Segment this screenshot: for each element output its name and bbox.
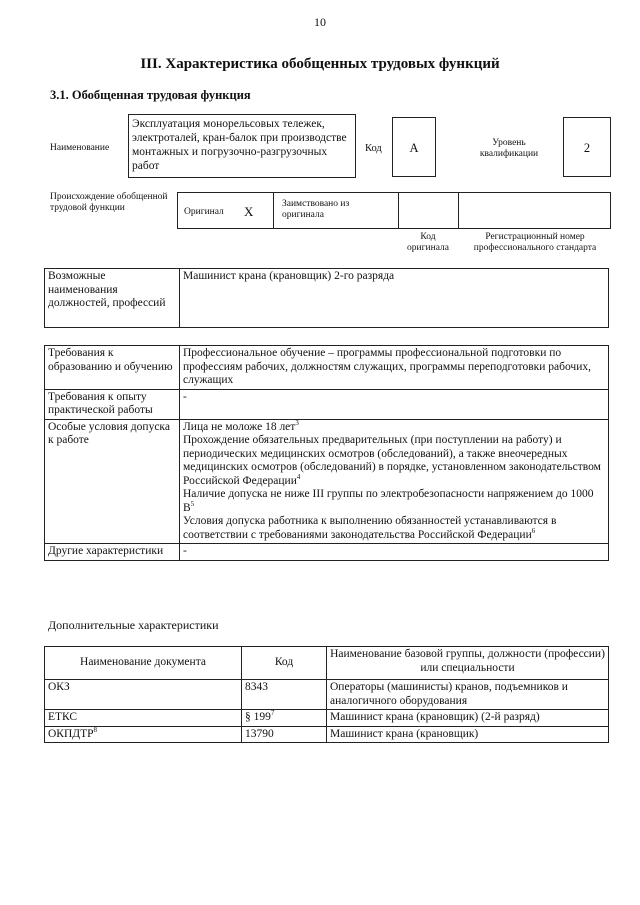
divider	[273, 193, 274, 228]
table-row	[45, 726, 609, 743]
admission-value	[180, 419, 609, 544]
level-value-box	[563, 117, 611, 177]
doc-text: ОКЗ	[48, 681, 70, 693]
doc-cell	[45, 710, 242, 727]
footnote-ref: 5	[190, 499, 195, 508]
education-label: Требования к образованию и обучению	[45, 346, 180, 390]
header-code: Код	[242, 647, 327, 680]
name-value: Эксплуатация монорельсовых тележек, электроталей, кран-балок при производстве монтажных и погрузочно-разгрузочных работ	[132, 118, 347, 172]
admission-p3: Наличие допуска не ниже III группы по электробезопасности напряжением до 1000 В	[183, 488, 594, 514]
section-title: III. Характеристика обобщенных трудовых функций	[140, 56, 500, 72]
positions-table	[44, 268, 609, 328]
divider	[458, 193, 459, 228]
code-cell	[242, 680, 327, 710]
table-row	[45, 346, 609, 390]
additional-title: Дополнительные характеристики	[48, 618, 219, 632]
education-value: Профессиональное обучение – программы профессиональной подготовки по профессиям рабочих, должностям служащих, программы переподготовки рабочих, служащих	[180, 346, 609, 390]
table-row	[45, 269, 609, 328]
code-text: 8343	[245, 681, 268, 693]
code-cell	[242, 710, 327, 727]
footnote-ref: 7	[270, 709, 275, 718]
original-mark: Х	[244, 204, 254, 219]
table-row	[45, 544, 609, 561]
experience-value: -	[180, 389, 609, 419]
reg-number-caption: Регистрационный номер профессионального стандарта	[473, 232, 597, 253]
other-value: -	[180, 544, 609, 561]
level-value: 2	[583, 141, 591, 155]
subsection-title: 3.1. Обобщенная трудовая функция	[50, 88, 251, 102]
footnote-ref: 4	[296, 472, 301, 481]
code-label: Код	[365, 143, 382, 154]
code-text: 13790	[245, 727, 274, 740]
header-name: Наименование базовой группы, должности (профессии) или специальности	[327, 647, 609, 680]
footnote-ref: 8	[93, 725, 98, 734]
footnote-ref: 3	[295, 418, 299, 427]
positions-label: Возможные наименования должностей, профессий	[45, 269, 180, 328]
doc-cell	[45, 680, 242, 710]
additional-table	[44, 646, 609, 743]
admission-p2: Прохождение обязательных предварительных (при поступлении на работу) и периодических медицинских осмотров (обследований), а также внеочередных медицинских осмотров (обследований) в порядке, установленном законодательством Российской Федерации	[183, 434, 601, 487]
admission-label: Особые условия допуска к работе	[45, 419, 180, 544]
name-cell: Машинист крана (крановщик) (2-й разряд)	[327, 710, 609, 727]
origin-box	[177, 192, 611, 229]
code-original-caption: Код оригинала	[407, 232, 449, 253]
footnote-ref: 6	[531, 526, 536, 535]
origin-label: Происхождение обобщенной трудовой функции	[50, 192, 168, 213]
name-label: Наименование	[50, 143, 110, 153]
name-cell: Операторы (машинисты) кранов, подъемников и аналогичного оборудования	[327, 680, 609, 710]
divider	[398, 193, 399, 228]
other-label: Другие характеристики	[45, 544, 180, 561]
header-doc: Наименование документа	[45, 647, 242, 680]
table-row	[45, 419, 609, 544]
name-cell: Машинист крана (крановщик)	[327, 726, 609, 743]
table-row	[45, 647, 609, 680]
original-label: Оригинал	[184, 207, 224, 217]
table-row	[45, 389, 609, 419]
admission-p4: Условия допуска работника к выполнению обязанностей устанавливаются в соответствии с требованиями законодательства Российской Федерации	[183, 515, 557, 541]
doc-text: ОКПДТР	[48, 727, 94, 740]
table-row	[45, 680, 609, 710]
requirements-table	[44, 345, 609, 561]
positions-value: Машинист крана (крановщик) 2-го разряда	[180, 269, 609, 328]
doc-cell	[45, 726, 242, 743]
admission-p1: Лица не моложе 18 лет	[183, 420, 296, 433]
code-cell	[242, 726, 327, 743]
doc-text: ЕТКС	[48, 711, 78, 723]
experience-label: Требования к опыту практической работы	[45, 389, 180, 419]
level-label: Уровень квалификации	[479, 138, 539, 159]
code-value: А	[409, 141, 419, 155]
name-value-box	[128, 114, 356, 178]
borrowed-label: Заимствовано из оригинала	[282, 199, 350, 220]
code-text: § 199	[245, 711, 271, 723]
code-value-box	[392, 117, 436, 177]
table-row	[45, 710, 609, 727]
page-number: 10	[314, 15, 326, 29]
